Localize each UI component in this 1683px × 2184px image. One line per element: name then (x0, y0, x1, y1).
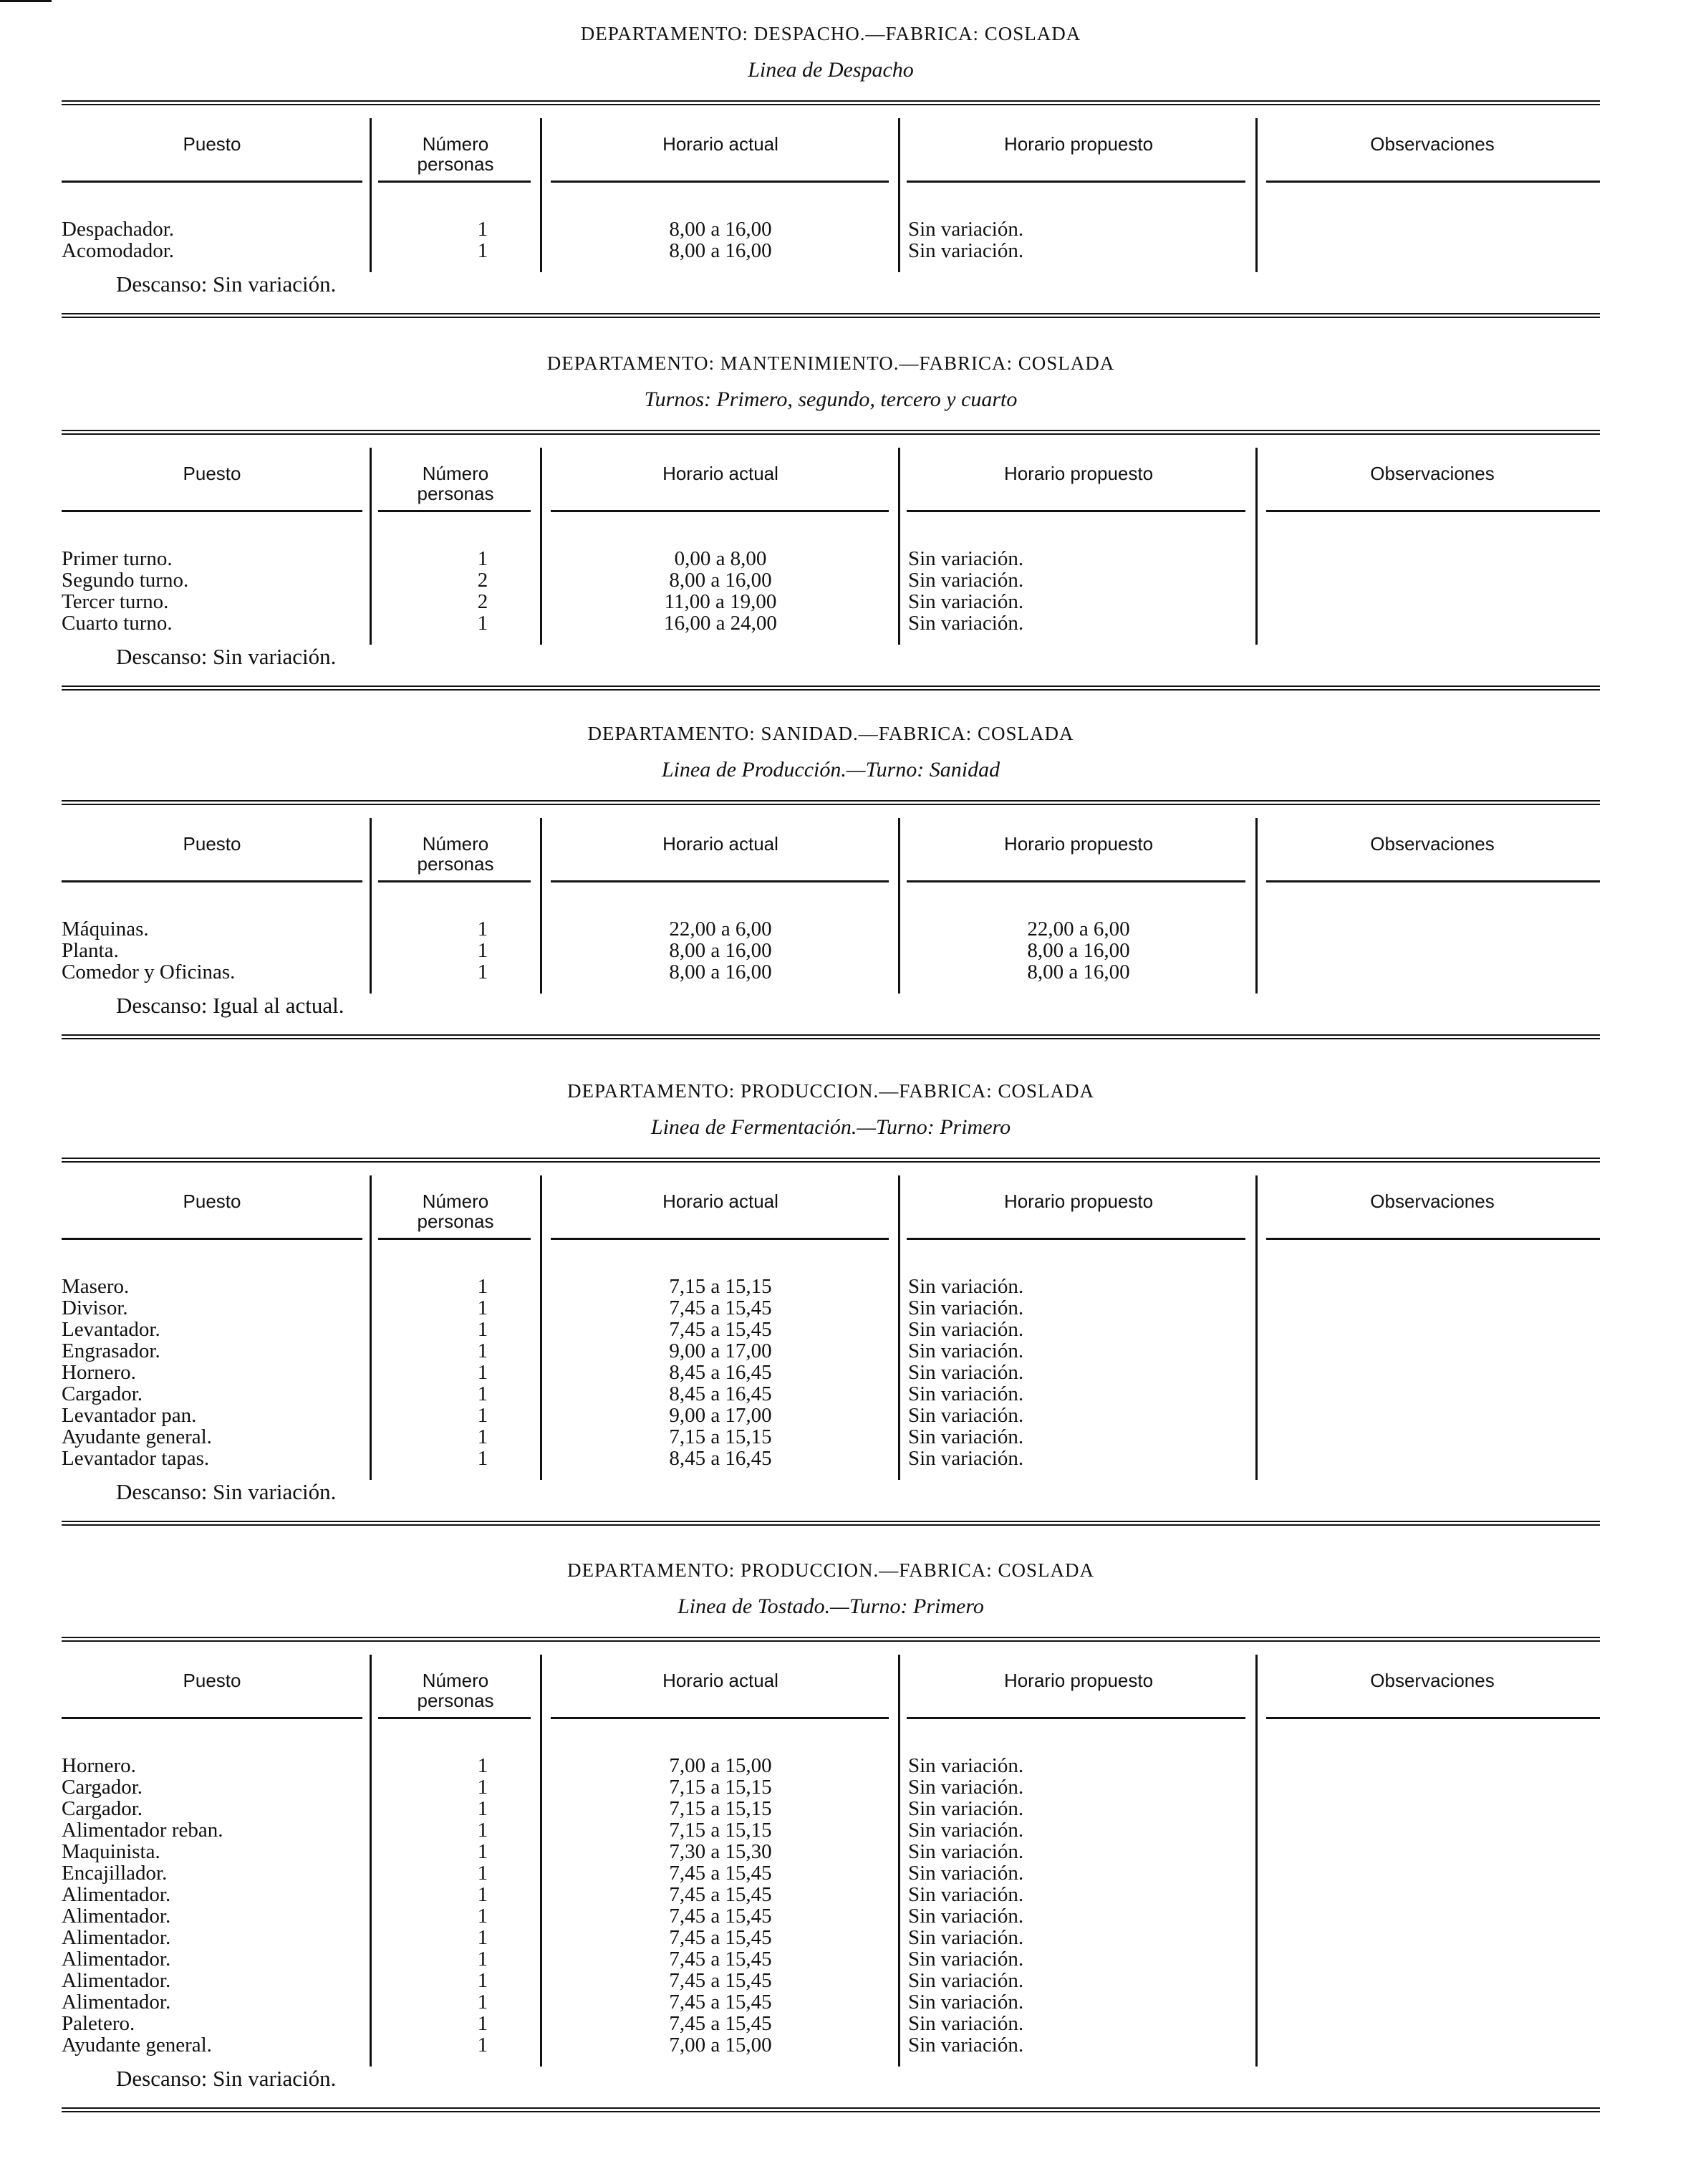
cell-horario-propuesto: 8,00 a 16,00 (1027, 961, 1130, 983)
cell-numero: 1 (477, 612, 488, 635)
cell-horario-propuesto: Sin variación. (908, 1819, 1024, 1842)
header-observaciones: Observaciones (1370, 463, 1495, 484)
cell-puesto: Alimentador. (62, 1905, 171, 1928)
cell-puesto: Hornero. (62, 1754, 136, 1777)
cell-horario-actual: 22,00 a 6,00 (669, 918, 772, 941)
department-title: DEPARTAMENTO: PRODUCCION.—FABRICA: COSLADA (566, 1559, 1095, 1581)
header-puesto: Puesto (183, 463, 241, 484)
cell-horario-actual-column (631, 918, 810, 983)
table-bottom-rule (62, 313, 1600, 318)
table-top-rule (62, 800, 1600, 805)
cell-puesto-column (62, 218, 174, 261)
header-underline (551, 181, 889, 183)
table-bottom-rule (62, 685, 1600, 691)
cell-horario-propuesto: Sin variación. (908, 1926, 1024, 1949)
cell-horario-propuesto: Sin variación. (908, 2012, 1024, 2035)
cell-horario-propuesto: Sin variación. (908, 1776, 1024, 1799)
table-top-rule (62, 1637, 1600, 1642)
descanso-note: Descanso: Sin variación. (116, 1479, 337, 1504)
cell-numero: 1 (477, 918, 488, 941)
section-subtitle: Linea de Fermentación.—Turno: Primero (650, 1115, 1011, 1139)
header-horario-propuesto: Horario propuesto (1003, 1670, 1154, 1691)
cell-numero: 1 (477, 1948, 488, 1971)
cell-horario-actual: 7,30 a 15,30 (669, 1840, 772, 1863)
header-underline (1266, 181, 1600, 183)
department-title: DEPARTAMENTO: SANIDAD.—FABRICA: COSLADA (587, 723, 1074, 744)
cell-puesto-column (62, 548, 188, 634)
cell-horario-actual: 7,45 a 15,45 (669, 1948, 772, 1971)
column-divider (370, 448, 372, 645)
cell-horario-propuesto: Sin variación. (908, 1447, 1024, 1470)
cell-numero: 2 (477, 569, 488, 592)
department-title: DEPARTAMENTO: MANTENIMIENTO.—FABRICA: COSLADA (546, 352, 1115, 374)
column-divider (540, 1655, 542, 2067)
table-bottom-rule (62, 1034, 1600, 1039)
header-observaciones: Observaciones (1370, 133, 1495, 155)
descanso-note: Descanso: Sin variación. (116, 271, 337, 297)
cell-horario-actual-column (631, 218, 810, 261)
table-top-rule (62, 100, 1600, 105)
cell-horario-actual: 7,15 a 15,15 (669, 1819, 772, 1842)
cell-horario-actual: 7,15 a 15,15 (669, 1275, 772, 1298)
header-puesto: Puesto (183, 133, 241, 155)
cell-numero: 1 (477, 939, 488, 962)
cell-numero-column (445, 218, 520, 261)
cell-horario-propuesto: Sin variación. (908, 590, 1024, 613)
header-underline (1266, 880, 1600, 882)
header-underline (907, 880, 1245, 882)
cell-horario-actual: 8,45 a 16,45 (669, 1447, 772, 1470)
column-divider (1255, 1655, 1258, 2067)
cell-puesto: Encajillador. (62, 1862, 168, 1885)
cell-horario-propuesto: Sin variación. (908, 1275, 1024, 1298)
cell-horario-propuesto: Sin variación. (908, 612, 1024, 635)
column-divider (898, 1175, 900, 1480)
cell-horario-actual: 7,45 a 15,45 (669, 1969, 772, 1992)
cell-numero: 1 (477, 1969, 488, 1992)
column-divider (1255, 1175, 1258, 1480)
column-divider (370, 1655, 372, 2067)
cell-numero: 2 (477, 590, 488, 613)
column-divider (898, 448, 900, 645)
header-underline (62, 1717, 362, 1719)
cell-horario-actual: 7,45 a 15,45 (669, 1926, 772, 1949)
top-left-rule (0, 0, 52, 2)
cell-horario-propuesto: Sin variación. (908, 1797, 1024, 1820)
table-bottom-rule (62, 1521, 1600, 1526)
cell-horario-propuesto: Sin variación. (908, 1404, 1024, 1427)
cell-numero: 1 (477, 1275, 488, 1298)
cell-horario-propuesto: Sin variación. (908, 1862, 1024, 1885)
section-subtitle: Turnos: Primero, segundo, tercero y cuarto (644, 388, 1018, 411)
cell-puesto: Planta. (62, 939, 119, 962)
cell-horario-propuesto-column (908, 218, 1023, 261)
cell-puesto: Divisor. (62, 1297, 128, 1319)
cell-horario-propuesto: 22,00 a 6,00 (1027, 918, 1130, 941)
header-numero-line: Número (422, 1190, 489, 1212)
header-underline (551, 510, 889, 512)
cell-puesto: Engrasador. (62, 1339, 160, 1362)
cell-horario-propuesto: Sin variación. (908, 1840, 1024, 1863)
cell-puesto: Alimentador. (62, 1883, 171, 1906)
cell-horario-actual: 7,00 a 15,00 (669, 2034, 772, 2056)
cell-horario-actual: 8,00 a 16,00 (669, 961, 772, 983)
cell-puesto: Levantador. (62, 1318, 160, 1341)
cell-horario-propuesto: Sin variación. (908, 239, 1024, 262)
cell-horario-actual: 8,00 a 16,00 (669, 939, 772, 962)
cell-horario-propuesto-column (908, 1755, 1023, 2056)
cell-horario-propuesto-column (908, 1276, 1023, 1469)
header-observaciones: Observaciones (1370, 833, 1495, 855)
header-horario-propuesto: Horario propuesto (1003, 833, 1154, 855)
header-numero-personas (377, 134, 534, 174)
cell-horario-propuesto: 8,00 a 16,00 (1027, 939, 1130, 962)
header-horario-actual: Horario actual (662, 133, 778, 155)
cell-numero-column (445, 1755, 520, 2056)
cell-numero-column (445, 548, 520, 634)
table-top-rule (62, 1158, 1600, 1163)
cell-numero: 1 (477, 1905, 488, 1928)
column-divider (540, 818, 542, 994)
header-horario-propuesto: Horario propuesto (1003, 463, 1154, 484)
column-divider (540, 1175, 542, 1480)
cell-numero: 1 (477, 1776, 488, 1799)
cell-puesto: Alimentador. (62, 1948, 171, 1971)
table-top-rule (62, 430, 1600, 435)
cell-horario-actual: 7,15 a 15,15 (669, 1425, 772, 1448)
cell-horario-actual: 7,45 a 15,45 (669, 1883, 772, 1906)
cell-puesto: Ayudante general. (62, 1425, 212, 1448)
header-underline (907, 181, 1245, 183)
cell-numero: 1 (477, 1797, 488, 1820)
cell-puesto: Levantador tapas. (62, 1447, 210, 1470)
column-divider (1255, 448, 1258, 645)
descanso-note: Descanso: Sin variación. (116, 2066, 337, 2091)
column-divider (1255, 818, 1258, 994)
cell-numero: 1 (477, 961, 488, 983)
cell-numero: 1 (477, 547, 488, 570)
cell-horario-propuesto: Sin variación. (908, 218, 1024, 241)
header-numero-line: Número (422, 463, 489, 484)
header-underline (378, 1238, 531, 1240)
header-numero-line: personas (417, 1690, 494, 1711)
cell-puesto: Levantador pan. (62, 1404, 197, 1427)
cell-puesto: Cuarto turno. (62, 612, 173, 635)
header-underline (1266, 1238, 1600, 1240)
header-underline (62, 181, 362, 183)
cell-puesto: Masero. (62, 1275, 130, 1298)
header-numero-line: personas (417, 1211, 494, 1232)
section-subtitle: Linea de Despacho (748, 58, 914, 82)
header-horario-actual: Horario actual (662, 1190, 778, 1212)
header-numero-personas (377, 1670, 534, 1711)
cell-puesto: Hornero. (62, 1361, 136, 1384)
cell-numero: 1 (477, 1754, 488, 1777)
header-horario-actual: Horario actual (662, 833, 778, 855)
section-subtitle: Linea de Tostado.—Turno: Primero (677, 1594, 984, 1618)
header-puesto: Puesto (183, 1670, 241, 1691)
cell-horario-actual: 7,45 a 15,45 (669, 1297, 772, 1319)
column-divider (540, 448, 542, 645)
cell-horario-actual: 8,00 a 16,00 (669, 218, 772, 241)
header-underline (378, 880, 531, 882)
cell-numero: 1 (477, 1883, 488, 1906)
cell-horario-propuesto: Sin variación. (908, 1318, 1024, 1341)
header-numero-line: Número (422, 133, 489, 155)
cell-puesto: Máquinas. (62, 918, 149, 941)
header-numero-personas (377, 1191, 534, 1231)
column-divider (1255, 118, 1258, 272)
header-numero-line: personas (417, 483, 494, 504)
cell-numero: 1 (477, 1862, 488, 1885)
cell-horario-propuesto: Sin variación. (908, 1361, 1024, 1384)
header-numero-line: personas (417, 853, 494, 875)
cell-puesto: Segundo turno. (62, 569, 189, 592)
column-divider (370, 1175, 372, 1480)
cell-horario-actual: 11,00 a 19,00 (664, 590, 777, 613)
cell-horario-actual: 7,45 a 15,45 (669, 1318, 772, 1341)
header-underline (907, 510, 1245, 512)
cell-horario-propuesto: Sin variación. (908, 1883, 1024, 1906)
descanso-note: Descanso: Sin variación. (116, 644, 337, 669)
cell-numero: 1 (477, 218, 488, 241)
cell-numero: 1 (477, 1425, 488, 1448)
cell-numero: 1 (477, 2034, 488, 2056)
cell-puesto: Comedor y Oficinas. (62, 961, 236, 983)
cell-horario-propuesto: Sin variación. (908, 569, 1024, 592)
cell-numero: 1 (477, 1339, 488, 1362)
cell-numero: 1 (477, 1382, 488, 1405)
header-numero-line: Número (422, 1670, 489, 1691)
cell-horario-actual-column (631, 1755, 810, 2056)
cell-horario-propuesto: Sin variación. (908, 1991, 1024, 2014)
cell-numero: 1 (477, 1991, 488, 2014)
cell-horario-actual: 7,45 a 15,45 (669, 2012, 772, 2035)
cell-numero-column (445, 1276, 520, 1469)
cell-horario-propuesto: Sin variación. (908, 1297, 1024, 1319)
cell-puesto-column (62, 1755, 223, 2056)
cell-horario-propuesto-column (989, 918, 1168, 983)
header-numero-personas (377, 463, 534, 504)
header-puesto: Puesto (183, 1190, 241, 1212)
header-underline (62, 1238, 362, 1240)
header-underline (62, 880, 362, 882)
cell-puesto: Acomodador. (62, 239, 175, 262)
cell-numero: 1 (477, 1297, 488, 1319)
header-underline (378, 510, 531, 512)
cell-puesto: Paletero. (62, 2012, 135, 2035)
column-divider (370, 118, 372, 272)
header-underline (1266, 510, 1600, 512)
cell-puesto: Maquinista. (62, 1840, 160, 1863)
cell-numero: 1 (477, 1318, 488, 1341)
cell-horario-propuesto: Sin variación. (908, 1905, 1024, 1928)
column-divider (898, 1655, 900, 2067)
header-observaciones: Observaciones (1370, 1190, 1495, 1212)
header-underline (378, 1717, 531, 1719)
cell-horario-actual-column (631, 548, 810, 634)
cell-numero: 1 (477, 1819, 488, 1842)
cell-puesto: Primer turno. (62, 547, 173, 570)
cell-horario-actual: 7,15 a 15,15 (669, 1797, 772, 1820)
cell-numero: 1 (477, 239, 488, 262)
header-numero-line: Número (422, 833, 489, 855)
cell-horario-actual: 8,00 a 16,00 (669, 569, 772, 592)
cell-horario-propuesto: Sin variación. (908, 547, 1024, 570)
cell-horario-actual: 16,00 a 24,00 (664, 612, 777, 635)
header-underline (551, 880, 889, 882)
cell-puesto: Alimentador. (62, 1991, 171, 2014)
cell-numero: 1 (477, 2012, 488, 2035)
header-underline (907, 1717, 1245, 1719)
cell-numero-column (445, 918, 520, 983)
cell-horario-actual: 7,15 a 15,15 (669, 1776, 772, 1799)
cell-numero: 1 (477, 1840, 488, 1863)
cell-puesto: Cargador. (62, 1382, 143, 1405)
cell-puesto: Despachador. (62, 218, 175, 241)
cell-numero: 1 (477, 1404, 488, 1427)
column-divider (898, 118, 900, 272)
section-subtitle: Linea de Producción.—Turno: Sanidad (661, 758, 1000, 781)
header-underline (907, 1238, 1245, 1240)
header-observaciones: Observaciones (1370, 1670, 1495, 1691)
cell-puesto: Cargador. (62, 1797, 143, 1820)
cell-horario-actual: 8,45 a 16,45 (669, 1361, 772, 1384)
header-horario-propuesto: Horario propuesto (1003, 133, 1154, 155)
header-numero-personas (377, 834, 534, 874)
cell-horario-actual: 7,45 a 15,45 (669, 1862, 772, 1885)
cell-horario-actual: 9,00 a 17,00 (669, 1404, 772, 1427)
cell-puesto-column (62, 918, 235, 983)
cell-horario-propuesto: Sin variación. (908, 1382, 1024, 1405)
header-horario-actual: Horario actual (662, 1670, 778, 1691)
cell-puesto: Cargador. (62, 1776, 143, 1799)
cell-puesto: Tercer turno. (62, 590, 169, 613)
header-underline (62, 510, 362, 512)
cell-horario-propuesto: Sin variación. (908, 1969, 1024, 1992)
header-horario-propuesto: Horario propuesto (1003, 1190, 1154, 1212)
department-title: DEPARTAMENTO: PRODUCCION.—FABRICA: COSLADA (566, 1080, 1095, 1102)
table-bottom-rule (62, 2107, 1600, 2112)
cell-horario-actual: 8,45 a 16,45 (669, 1382, 772, 1405)
column-divider (540, 118, 542, 272)
cell-horario-actual: 9,00 a 17,00 (669, 1339, 772, 1362)
cell-horario-actual: 7,00 a 15,00 (669, 1754, 772, 1777)
cell-puesto: Alimentador. (62, 1969, 171, 1992)
cell-horario-propuesto: Sin variación. (908, 2034, 1024, 2056)
cell-numero: 1 (477, 1361, 488, 1384)
column-divider (370, 818, 372, 994)
cell-horario-actual: 7,45 a 15,45 (669, 1905, 772, 1928)
cell-horario-propuesto: Sin variación. (908, 1948, 1024, 1971)
cell-horario-actual: 0,00 a 8,00 (674, 547, 767, 570)
department-title: DEPARTAMENTO: DESPACHO.—FABRICA: COSLADA (580, 23, 1081, 44)
header-underline (551, 1717, 889, 1719)
cell-horario-actual-column (631, 1276, 810, 1469)
cell-puesto-column (62, 1276, 212, 1469)
header-underline (378, 181, 531, 183)
cell-horario-actual: 8,00 a 16,00 (669, 239, 772, 262)
header-underline (551, 1238, 889, 1240)
cell-numero: 1 (477, 1447, 488, 1470)
cell-horario-actual: 7,45 a 15,45 (669, 1991, 772, 2014)
column-divider (898, 818, 900, 994)
cell-horario-propuesto: Sin variación. (908, 1339, 1024, 1362)
cell-horario-propuesto: Sin variación. (908, 1425, 1024, 1448)
header-horario-actual: Horario actual (662, 463, 778, 484)
cell-horario-propuesto-column (908, 548, 1023, 634)
cell-horario-propuesto: Sin variación. (908, 1754, 1024, 1777)
header-underline (1266, 1717, 1600, 1719)
cell-puesto: Alimentador reban. (62, 1819, 223, 1842)
descanso-note: Descanso: Igual al actual. (116, 993, 344, 1018)
header-numero-line: personas (417, 153, 494, 175)
header-puesto: Puesto (183, 833, 241, 855)
cell-puesto: Alimentador. (62, 1926, 171, 1949)
cell-puesto: Ayudante general. (62, 2034, 212, 2056)
cell-numero: 1 (477, 1926, 488, 1949)
